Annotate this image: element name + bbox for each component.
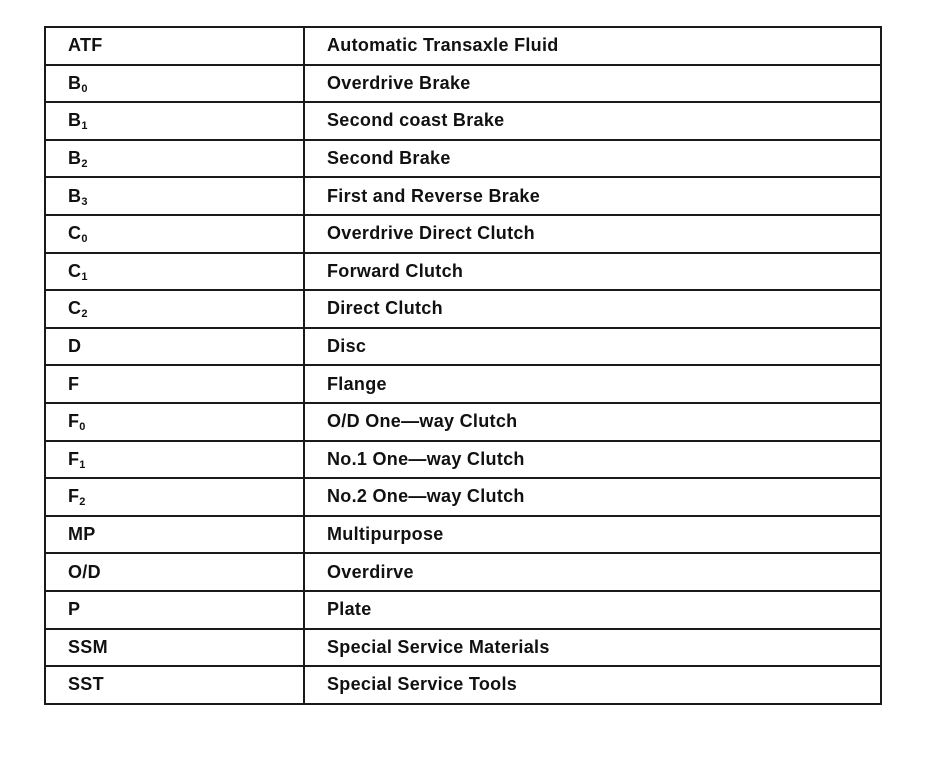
- abbreviation-cell: [45, 253, 304, 291]
- table-row: [45, 177, 881, 215]
- table-row: [45, 328, 881, 366]
- abbreviation-cell: [45, 403, 304, 441]
- abbreviation-text: O/D: [68, 561, 101, 582]
- abbreviation-cell: [45, 102, 304, 140]
- definition-cell: Overdrive Brake: [304, 65, 881, 103]
- definition-cell: Special Service Materials: [304, 629, 881, 667]
- table-row: [45, 666, 881, 704]
- abbreviation-text: D: [68, 336, 82, 357]
- table-row: [45, 215, 881, 253]
- definition-cell: First and Reverse Brake: [304, 177, 881, 215]
- abbreviation-text: F: [68, 486, 80, 507]
- abbreviation-text: ATF: [68, 35, 103, 56]
- abbreviation-text: B: [68, 185, 82, 206]
- table-row: [45, 253, 881, 291]
- table-row: [45, 65, 881, 103]
- abbreviation-cell: [45, 140, 304, 178]
- abbreviation-text: C: [68, 223, 82, 244]
- definition-cell: Plate: [304, 591, 881, 629]
- table-row: [45, 629, 881, 667]
- abbreviation-subscript: 2: [81, 308, 88, 321]
- definition-cell: Special Service Tools: [304, 666, 881, 704]
- abbreviation-text: F: [68, 448, 80, 469]
- abbreviation-subscript: 0: [79, 421, 86, 434]
- abbreviation-cell: [45, 365, 304, 403]
- abbreviation-subscript: 1: [81, 120, 88, 133]
- definition-cell: Overdirve: [304, 553, 881, 591]
- abbreviation-cell: [45, 27, 304, 65]
- abbreviation-text: F: [68, 373, 80, 394]
- abbreviation-cell: [45, 591, 304, 629]
- table-row: [45, 478, 881, 516]
- abbreviation-subscript: 2: [81, 158, 88, 171]
- abbreviation-subscript: 1: [79, 458, 86, 471]
- abbreviation-text: F: [68, 411, 80, 432]
- table-row: [45, 553, 881, 591]
- definition-cell: Disc: [304, 328, 881, 366]
- definition-cell: Direct Clutch: [304, 290, 881, 328]
- table-row: [45, 365, 881, 403]
- abbreviation-cell: [45, 629, 304, 667]
- abbreviation-text: B: [68, 148, 82, 169]
- table-row: [45, 290, 881, 328]
- table-row: [45, 27, 881, 65]
- definition-cell: Flange: [304, 365, 881, 403]
- abbreviation-cell: [45, 478, 304, 516]
- table-row: [45, 102, 881, 140]
- abbreviation-text: SSM: [68, 636, 108, 657]
- abbreviation-text: B: [68, 110, 82, 131]
- abbreviation-subscript: 1: [81, 270, 88, 283]
- abbreviation-subscript: 0: [81, 233, 88, 246]
- table-row: [45, 516, 881, 554]
- table-row: [45, 591, 881, 629]
- abbreviation-subscript: 0: [81, 82, 88, 95]
- definition-cell: Second coast Brake: [304, 102, 881, 140]
- table-row: [45, 441, 881, 479]
- abbreviation-text: B: [68, 72, 82, 93]
- abbreviation-cell: [45, 328, 304, 366]
- definition-cell: Overdrive Direct Clutch: [304, 215, 881, 253]
- definition-cell: Automatic Transaxle Fluid: [304, 27, 881, 65]
- definition-cell: O/D One—way Clutch: [304, 403, 881, 441]
- table-row: [45, 403, 881, 441]
- abbreviation-text: C: [68, 298, 82, 319]
- abbreviation-text: P: [68, 599, 81, 620]
- abbreviation-cell: [45, 441, 304, 479]
- abbreviation-cell: [45, 553, 304, 591]
- abbreviation-subscript: 3: [81, 195, 88, 208]
- abbreviation-cell: [45, 177, 304, 215]
- abbreviation-subscript: 2: [79, 496, 86, 509]
- definition-cell: Multipurpose: [304, 516, 881, 554]
- definition-cell: Second Brake: [304, 140, 881, 178]
- definition-cell: No.2 One—way Clutch: [304, 478, 881, 516]
- abbreviation-cell: [45, 215, 304, 253]
- table-row: [45, 140, 881, 178]
- abbreviation-cell: [45, 516, 304, 554]
- abbreviation-text: SST: [68, 674, 104, 695]
- abbreviation-cell: [45, 65, 304, 103]
- abbreviation-text: C: [68, 260, 82, 281]
- abbreviation-cell: [45, 290, 304, 328]
- abbreviation-text: MP: [68, 524, 96, 545]
- definition-cell: Forward Clutch: [304, 253, 881, 291]
- definition-cell: No.1 One—way Clutch: [304, 441, 881, 479]
- abbreviation-cell: [45, 666, 304, 704]
- abbreviation-table: [44, 26, 882, 705]
